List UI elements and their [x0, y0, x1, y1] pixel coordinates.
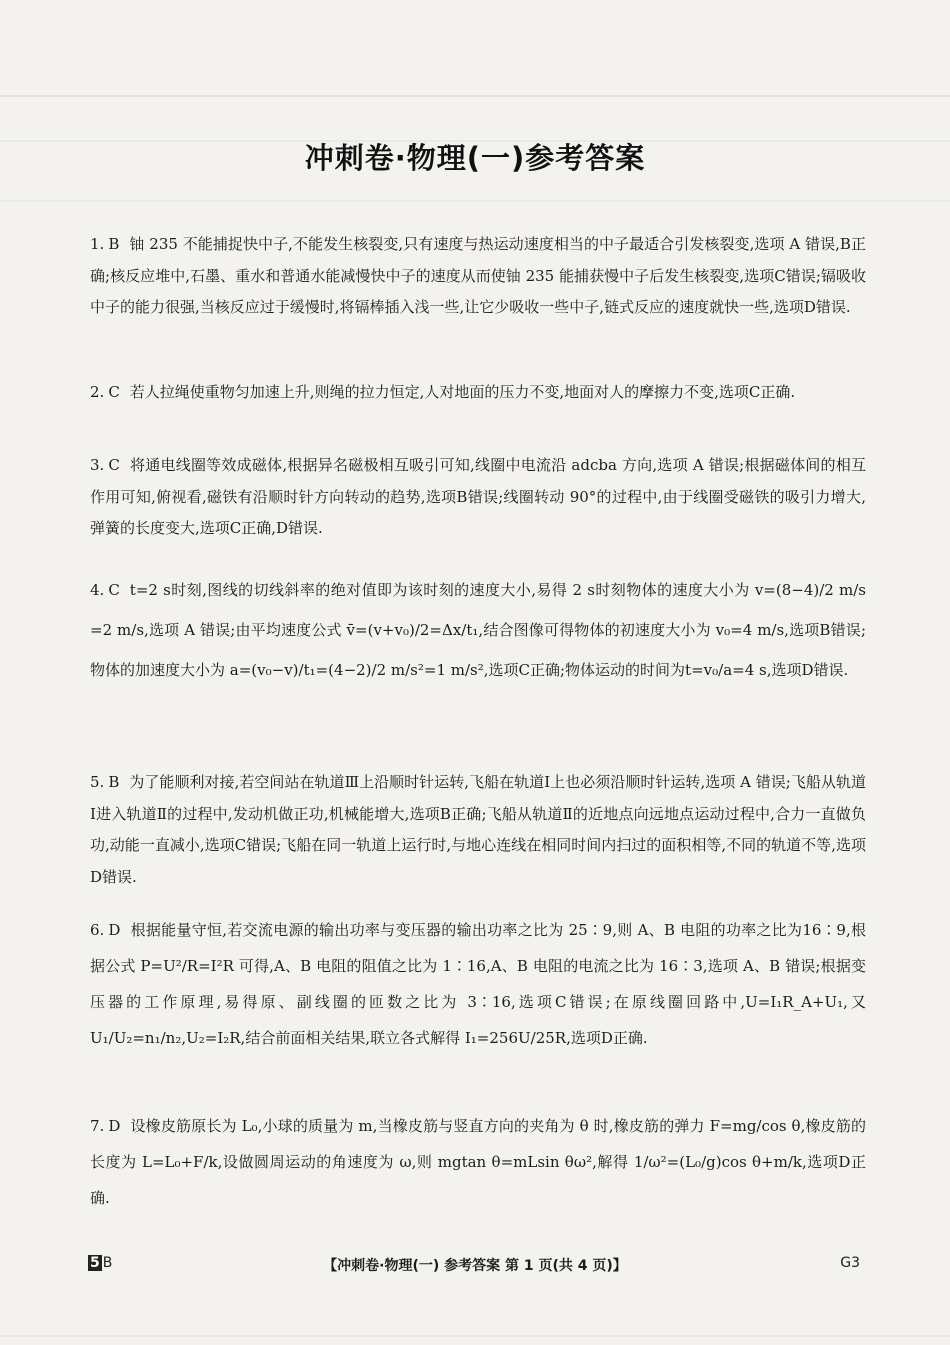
question-answer: D: [108, 921, 121, 939]
question-number: 5.: [90, 773, 105, 791]
question-answer: B: [108, 235, 120, 253]
question-answer: C: [108, 581, 120, 599]
page-footer: [0, 1255, 950, 1279]
question-6: [90, 912, 866, 1056]
bleed-through-line: [0, 1335, 950, 1337]
question-7: [90, 1108, 866, 1216]
bleed-through-line: [0, 95, 950, 97]
question-explanation: 将通电线圈等效成磁体,根据异名磁极相互吸引可知,线圈中电流沿 adcba 方向,选项 A 错误;根据磁体间的相互作用可知,俯视看,磁铁有沿顺时针方向转动的趋势,选项B错误;线圈转动 90°的过程中,由于线圈受磁铁的吸引力增大,弹簧的长度变大,选项C正确,D错误.: [90, 456, 866, 537]
question-number: 4.: [90, 581, 105, 599]
question-explanation: 根据能量守恒,若交流电源的输出功率与变压器的输出功率之比为 25∶9,则 A、B 电阻的功率之比为16∶9,根据公式 P=U²/R=I²R 可得,A、B 电阻的阻值之比为 1∶16,A、B 电阻的电流之比为 16∶3,选项 A、B 错误;根据变压器的工作原理,易得原、副线圈的匝数之比为 3∶16,选项C错误;在原线圈回路中,U=I₁R_A+U₁,又U₁/U₂=n₁/n₂,U₂=I₂R,结合前面相关结果,联立各式解得 I₁=256U/25R,选项D正确.: [90, 921, 866, 1047]
question-answer: C: [108, 456, 120, 474]
question-2: [90, 377, 866, 409]
question-3: [90, 450, 866, 545]
question-explanation: 若人拉绳使重物匀加速上升,则绳的拉力恒定,人对地面的压力不变,地面对人的摩擦力不变,选项C正确.: [129, 383, 796, 401]
question-number: 2.: [90, 383, 105, 401]
question-answer: C: [108, 383, 120, 401]
question-4: [90, 570, 866, 690]
question-number: 6.: [90, 921, 105, 939]
grade-suffix: B: [102, 1255, 113, 1271]
footer-page-info: 【冲刺卷·物理(一) 参考答案 第 1 页(共 4 页)】: [323, 1258, 627, 1274]
question-explanation: t=2 s时刻,图线的切线斜率的绝对值即为该时刻的速度大小,易得 2 s时刻物体的速度大小为 v=(8−4)/2 m/s =2 m/s,选项 A 错误;由平均速度公式 v̄=(v+v₀)/2=Δx/t₁,结合图像可得物体的初速度大小为 v₀=4 m/s,选项B错误;物体的加速度大小为 a=(v₀−v)/t₁=(4−2)/2 m/s²=1 m/s²,选项C正确;物体运动的时间为t=v₀/a=4 s,选项D错误.: [90, 581, 866, 679]
question-answer: B: [108, 773, 120, 791]
question-number: 3.: [90, 456, 105, 474]
page-title: 冲刺卷·物理(一)参考答案: [304, 141, 646, 175]
question-explanation: 为了能顺利对接,若空间站在轨道Ⅲ上沿顺时针运转,飞船在轨道Ⅰ上也必须沿顺时针运转,选项 A 错误;飞船从轨道Ⅰ进入轨道Ⅱ的过程中,发动机做正功,机械能增大,选项B正确;飞船从轨道Ⅱ的近地点向远地点运动过程中,合力一直做负功,动能一直减小,选项C错误;飞船在同一轨道上运行时,与地心连线在相同时间内扫过的面积相等,不同的轨道不等,选项D错误.: [90, 773, 866, 886]
question-number: 1.: [90, 235, 105, 253]
footer-code: G3: [840, 1255, 860, 1271]
question-1: [90, 229, 866, 324]
question-answer: D: [108, 1117, 121, 1135]
bleed-through-line: [0, 200, 950, 202]
grade-box: 5: [90, 1255, 100, 1271]
question-number: 7.: [90, 1117, 105, 1135]
question-explanation: 铀 235 不能捕捉快中子,不能发生核裂变,只有速度与热运动速度相当的中子最适合引发核裂变,选项 A 错误,B正确;核反应堆中,石墨、重水和普通水能减慢快中子的速度从而使铀 235 能捕获慢中子后发生核裂变,选项C错误;镉吸收中子的能力很强,当核反应过于缓慢时,将镉棒插入浅一些,让它少吸收一些中子,链式反应的速度就快一些,选项D错误.: [90, 235, 866, 316]
question-explanation: 设橡皮筋原长为 L₀,小球的质量为 m,当橡皮筋与竖直方向的夹角为 θ 时,橡皮筋的弹力 F=mg/cos θ,橡皮筋的长度为 L=L₀+F/k,设做圆周运动的角速度为 ω,则 mgtan θ=mLsin θω²,解得 1/ω²=(L₀/g)cos θ+m/k,选项D正确.: [90, 1117, 866, 1207]
question-5: [90, 767, 866, 893]
